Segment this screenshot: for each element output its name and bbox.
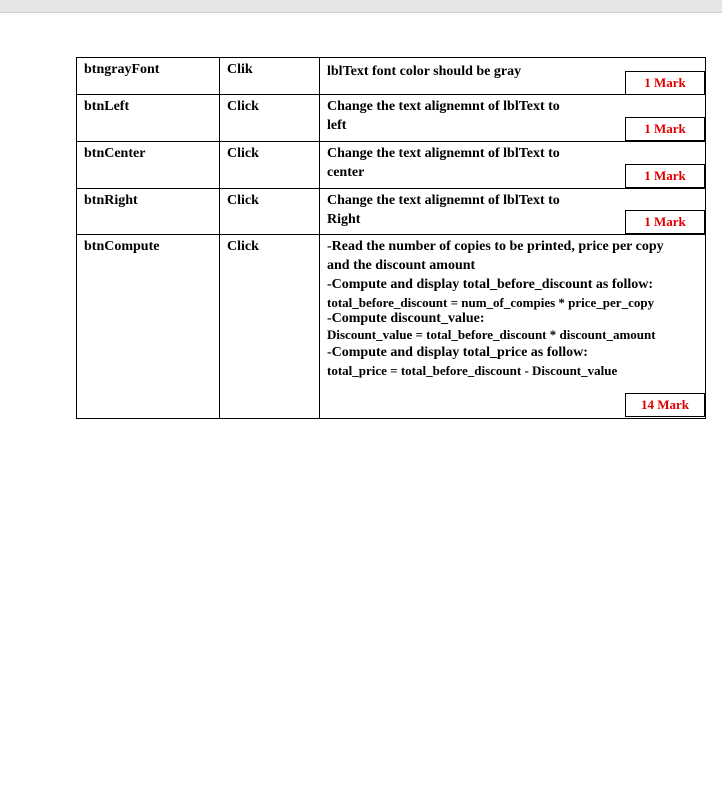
control-name-cell — [77, 142, 220, 189]
description-line: Change the text alignemnt of lblText to — [327, 146, 560, 161]
mark-badge: 1 Mark — [625, 210, 705, 234]
description-line: lblText font color should be gray — [327, 64, 522, 79]
event-name: Clik — [227, 62, 253, 77]
control-name: btnCompute — [84, 239, 160, 254]
description-line: and the discount amount — [327, 258, 476, 273]
description-line: -Compute discount_value: — [327, 311, 485, 326]
control-name-cell — [77, 189, 220, 235]
description-line: Right — [327, 212, 361, 227]
event-cell — [220, 235, 320, 419]
description-line: Change the text alignemnt of lblText to — [327, 193, 560, 208]
event-cell — [220, 95, 320, 142]
requirements-table — [76, 57, 706, 419]
description-line: total_price = total_before_discount - Discount_value — [327, 363, 618, 378]
control-name-cell — [77, 235, 220, 419]
description-line: Change the text alignemnt of lblText to — [327, 99, 560, 114]
control-name: btnRight — [84, 193, 138, 208]
event-name: Click — [227, 146, 259, 161]
viewer-top-bar — [0, 0, 722, 13]
table-row — [77, 142, 706, 189]
mark-badge: 14 Mark — [625, 393, 705, 417]
description-cell — [320, 142, 706, 189]
control-name-cell — [77, 58, 220, 95]
table-row — [77, 235, 706, 419]
description-line: -Compute and display total_before_discount as follow: — [327, 277, 654, 292]
event-name: Click — [227, 239, 259, 254]
table-row — [77, 189, 706, 235]
event-name: Click — [227, 99, 259, 114]
mark-badge: 1 Mark — [625, 117, 705, 141]
description-line: center — [327, 165, 365, 180]
description-line: -Compute and display total_price as follow: — [327, 345, 588, 360]
description-cell — [320, 235, 706, 419]
control-name: btnCenter — [84, 146, 146, 161]
description-line: Discount_value = total_before_discount * discount_amount — [327, 327, 656, 342]
description-line: -Read the number of copies to be printed, price per copy — [327, 239, 664, 254]
mark-badge: 1 Mark — [625, 71, 705, 95]
table-row — [77, 95, 706, 142]
control-name-cell — [77, 95, 220, 142]
description-line: total_before_discount = num_of_compies * price_per_copy — [327, 295, 655, 310]
description-cell — [320, 95, 706, 142]
event-cell — [220, 58, 320, 95]
mark-badge: 1 Mark — [625, 164, 705, 188]
event-cell — [220, 189, 320, 235]
description-line: left — [327, 118, 347, 133]
event-name: Click — [227, 193, 259, 208]
event-cell — [220, 142, 320, 189]
table-row — [77, 58, 706, 95]
description-cell — [320, 189, 706, 235]
control-name: btnLeft — [84, 99, 130, 114]
control-name: btngrayFont — [84, 62, 160, 77]
description-cell — [320, 58, 706, 95]
